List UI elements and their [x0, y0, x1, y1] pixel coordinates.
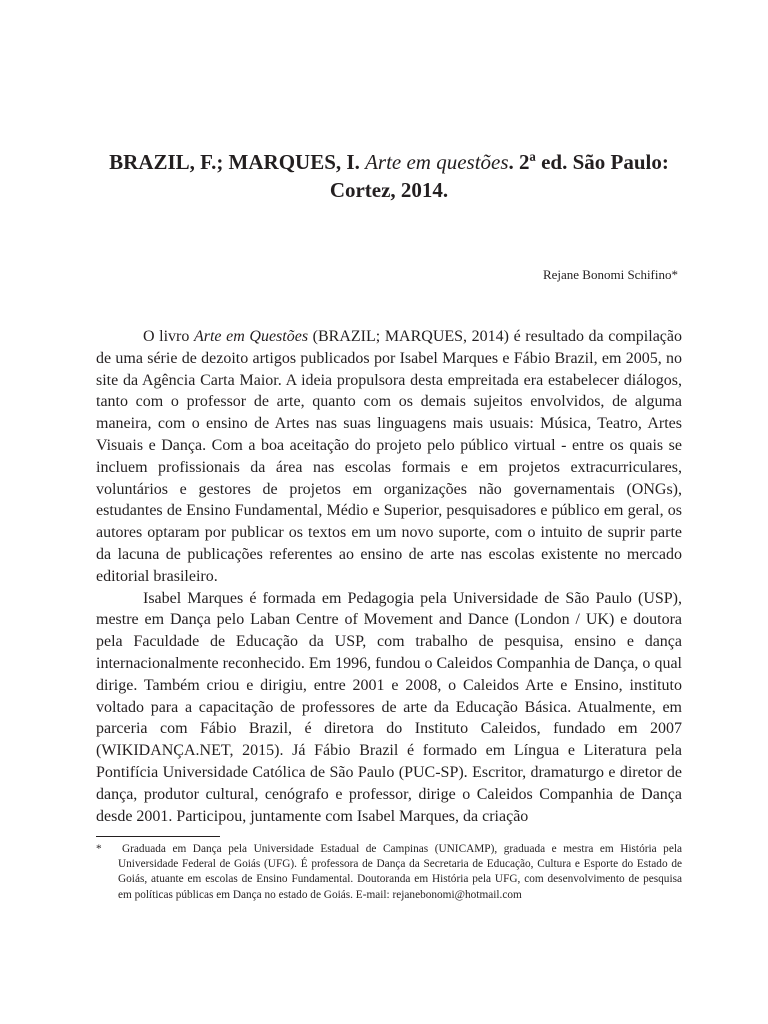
- title-edition: . 2ª ed. São Paulo: Cortez, 2014.: [329, 150, 669, 202]
- body-text: [96, 326, 682, 827]
- paragraph-2: Isabel Marques é formada em Pedagogia pela Universidade de São Paulo (USP), mestre em Dança pelo Laban Centre of Movement and Dance (London / UK) e doutora pela Faculdade de Educação da USP, com trabalho de pesquisa, ensino e dança internacionalmente reconhecido. Em 1996, fundou o Caleidos Companhia de Dança, o qual dirige. Também criou e dirigiu, entre 2001 e 2008, o Caleidos Arte e Ensino, instituto voltado para a capacitação de professores de arte da Educação Básica. Atualmente, em parceria com Fábio Brazil, é diretora do Instituto Caleidos, fundado em 2007 (WIKIDANÇA.NET, 2015). Já Fábio Brazil é formado em Língua e Literatura pela Pontifícia Universidade Católica de São Paulo (PUC-SP). Escritor, dramaturgo e diretor de dança, produtor cultural, cenógrafo e professor, dirige o Caleidos Companhia de Dança desde 2001. Participou, juntamente com Isabel Marques, da criação: [96, 589, 682, 825]
- review-author: Rejane Bonomi Schifino*: [542, 267, 678, 282]
- paragraph-1-rest: (BRAZIL; MARQUES, 2014) é resultado da compilação de uma série de dezoito artigos publicados por Isabel Marques e Fábio Brazil, em 2005, no site da Agência Carta Maior. A ideia propulsora desta empreitada era estabelecer diálogos, tanto com o professor de arte, quanto com os demais sujeitos envolvidos, de alguma maneira, com o ensino de Artes nas suas linguagens mais usuais: Música, Teatro, Artes Visuais e Dança. Com a boa aceitação do projeto pelo público virtual - entre os quais se incluem profissionais da área nas escolas formais e em projetos extracurriculares, voluntários e gestores de projetos em organizações não governamentais (ONGs), estudantes de Ensino Fundamental, Médio e Superior, pesquisadores e público em geral, os autores optaram por publicar os textos em um novo suporte, com o intuito de suprir parte da lacuna de publicações referentes ao ensino de arte nas escolas existente no mercado editorial brasileiro.: [96, 328, 683, 585]
- footnote: [96, 842, 682, 903]
- paragraph-1-book-italic: Arte em Questões: [193, 328, 309, 345]
- footnote-mark: *: [96, 843, 102, 855]
- review-title: [96, 148, 682, 204]
- title-book-italic: Arte em questões: [365, 150, 509, 174]
- title-authors: BRAZIL, F.; MARQUES, I.: [109, 150, 366, 174]
- footnote-text: Graduada em Dança pela Universidade Estadual de Campinas (UNICAMP), graduada e mestra em História pela Universidade Federal de Goiás (UFG). É professora de Dança da Secretaria de Educação, Cultura e Esporte do Estado de Goiás, atuante em escolas de Ensino Fundamental. Doutoranda em História pela UFG, com desenvolvimento de pesquisa em políticas públicas em Dança no estado de Goiás. E-mail: rejanebonomi@hotmail.com: [118, 843, 682, 901]
- paragraph-1-lead: O livro: [143, 328, 194, 345]
- paragraph-1: [96, 326, 682, 588]
- footnote-divider: [96, 836, 220, 837]
